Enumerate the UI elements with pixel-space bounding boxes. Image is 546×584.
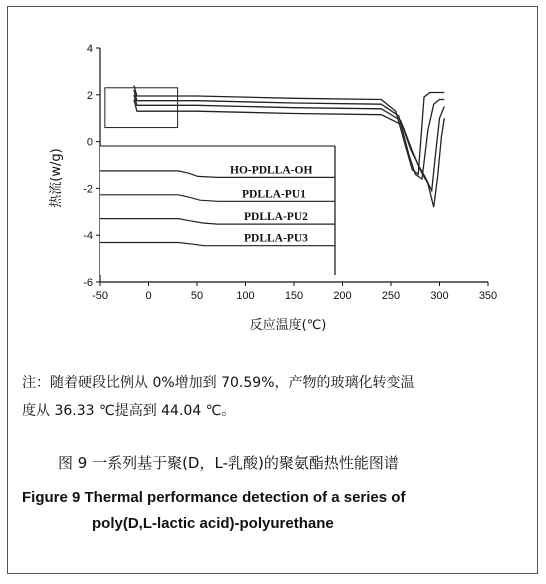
x-tick-label: 50 [190, 290, 204, 302]
x-tick-label: 150 [284, 290, 304, 302]
x-tick-label: -50 [92, 290, 108, 302]
inset-plot [100, 146, 335, 275]
y-tick-label: -4 [83, 230, 93, 243]
inset-series-label-4: PDLLA-PU3 [244, 232, 308, 245]
caption-chinese: 图 9 一系列基于聚(D，L-乳酸)的聚氨酯热性能图谱 [58, 454, 399, 472]
x-axis-label: 反应温度(℃) [249, 318, 327, 333]
note-line-1: 注：随着硬段比例从 0%增加到 70.59%，产物的玻璃化转变温 [22, 375, 415, 391]
x-tick-label: 250 [381, 290, 401, 302]
x-tick-label: 350 [478, 290, 498, 302]
x-tick-label: 300 [430, 290, 449, 302]
zoom-box [105, 88, 178, 128]
y-axis-label: 热流(w/g) [49, 148, 64, 208]
caption-english-line-2: poly(D,L-lactic acid)-polyurethane [92, 515, 334, 532]
y-tick-label: -6 [83, 277, 93, 289]
y-tick-label: 0 [86, 136, 93, 149]
y-tick-label: -2 [83, 183, 93, 196]
caption-english-line-1: Figure 9 Thermal performance detection of a series of [22, 489, 406, 506]
inset-series-label-1: HO-PDLLA-OH [230, 164, 313, 177]
inset-series-label-3: PDLLA-PU2 [244, 211, 308, 224]
zoom-rectangle [105, 88, 178, 128]
x-tick-label: 200 [333, 290, 352, 302]
x-tick-label: 100 [236, 290, 255, 302]
x-tick-label: 0 [145, 290, 152, 302]
y-tick-label: 4 [86, 43, 93, 55]
y-tick-label: 2 [86, 89, 93, 102]
inset-series-label-2: PDLLA-PU1 [242, 188, 306, 201]
note-line-2: 度从 36.33 ℃提高到 44.04 ℃。 [22, 403, 236, 419]
